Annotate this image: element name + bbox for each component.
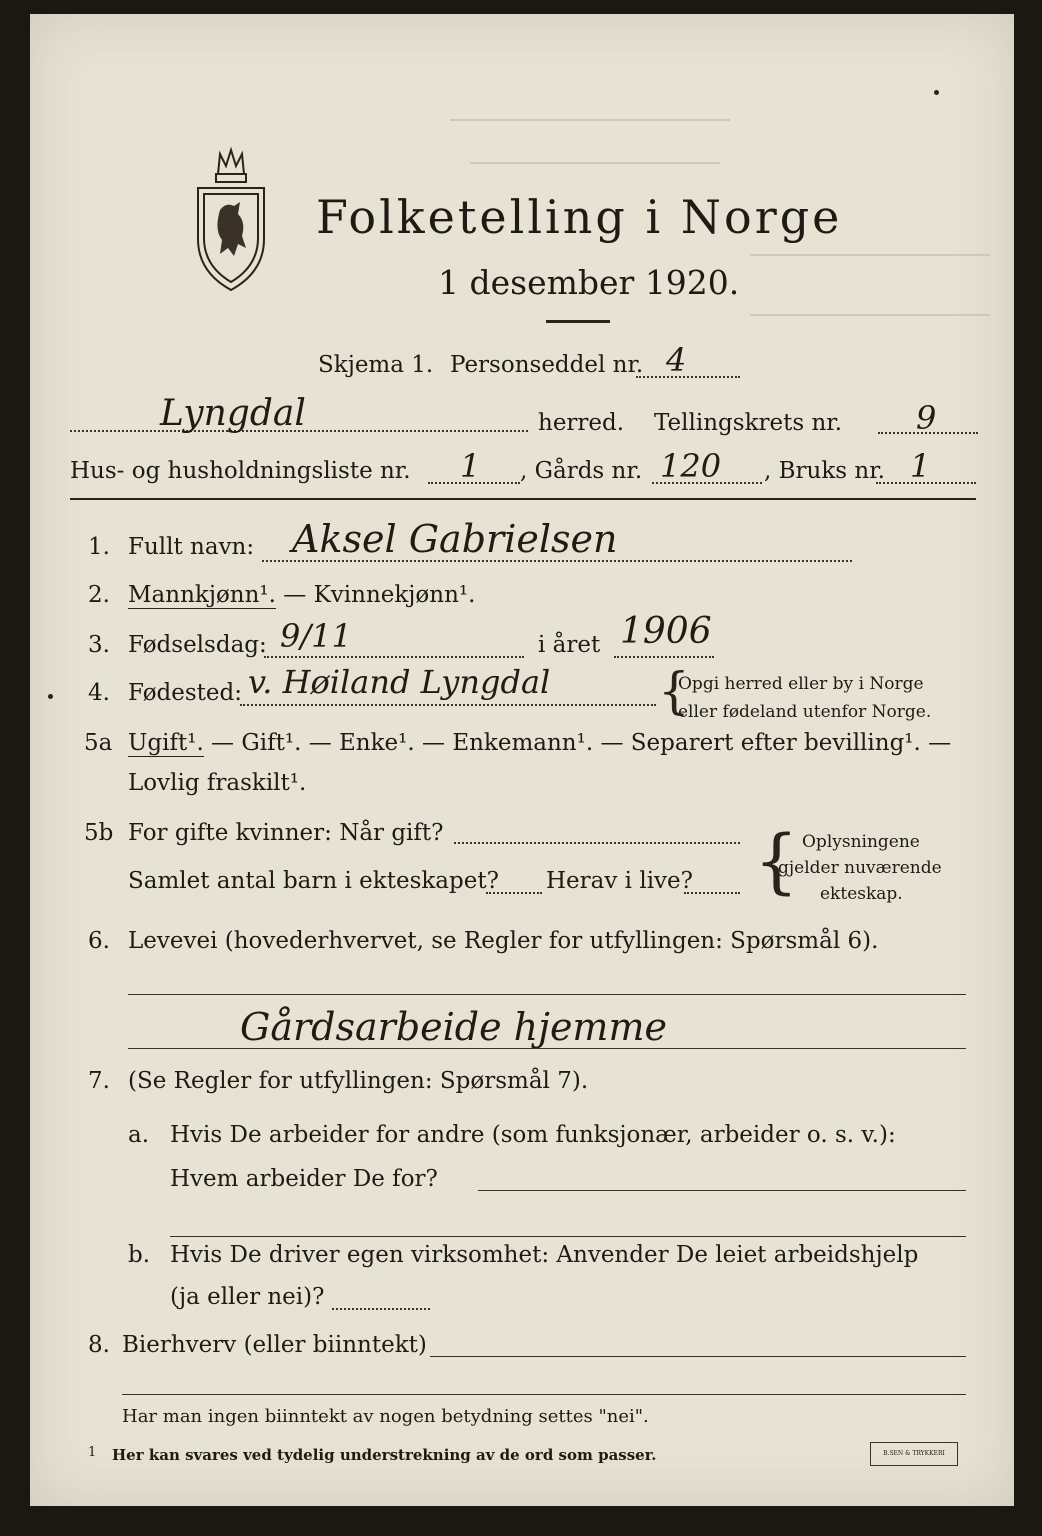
q8-answer-line1 xyxy=(430,1356,966,1357)
q4-note-line1: Opgi herred eller by i Norge xyxy=(678,674,924,694)
q3-number: 3. xyxy=(88,632,110,658)
q5b-brace: { xyxy=(754,820,799,902)
q2-sex xyxy=(128,584,475,607)
q5a-line2: Lovlig fraskilt¹. xyxy=(128,770,307,796)
q8-label: Bierhverv (eller biinntekt) xyxy=(122,1332,427,1358)
q3-year-label: i året xyxy=(538,632,601,658)
herred-value: Lyngdal xyxy=(160,393,306,434)
bruks-label: , Bruks nr. xyxy=(764,458,885,484)
personseddel-field-line xyxy=(636,376,740,378)
q7b-line1: Hvis De driver egen virksomhet: Anvender De leiet arbeidshjelp xyxy=(170,1242,919,1268)
q4-note-line2: eller fødeland utenfor Norge. xyxy=(678,702,932,722)
husliste-value: 1 xyxy=(460,447,481,485)
bleed-through-mark xyxy=(450,119,730,121)
ink-dot xyxy=(934,90,939,95)
printer-stamp: B.SEN & TRYKKERI xyxy=(870,1442,958,1466)
q7a-line1: Hvis De arbeider for andre (som funksjonær, arbeider o. s. v.): xyxy=(170,1122,896,1148)
q8-answer-line2 xyxy=(122,1394,966,1395)
bleed-through-mark xyxy=(470,162,720,164)
husliste-label: Hus- og husholdningsliste nr. xyxy=(70,458,411,484)
q2-female-option: Kvinnekjønn¹. xyxy=(313,582,476,608)
form-title: Folketelling i Norge xyxy=(316,190,843,244)
form-date: 1 desember 1920. xyxy=(438,263,740,302)
footnote-mark: 1 xyxy=(88,1445,97,1460)
q3-field-line xyxy=(264,656,524,658)
q3-birth-year: 1906 xyxy=(620,611,712,652)
q3-birthday: 9/11 xyxy=(280,617,352,655)
skjema-label: Skjema 1. xyxy=(318,352,434,378)
q5b-note-line2: gjelder nuværende xyxy=(778,858,942,878)
q5a-ugift-option-underlined: Ugift¹. xyxy=(128,730,204,756)
q5a-other-options: — Gift¹. — Enke¹. — Enkemann¹. — Separert efter bevilling¹. — xyxy=(203,730,952,756)
q7a-line2: Hvem arbeider De for? xyxy=(170,1166,438,1192)
q5b-field-line3 xyxy=(684,892,740,894)
q1-label: Fullt navn: xyxy=(128,534,255,560)
q6-occupation: Gårdsarbeide hjemme xyxy=(240,1005,667,1049)
q4-brace: { xyxy=(658,662,690,720)
q5b-label1: For gifte kvinner: Når gift? xyxy=(128,820,444,846)
q5a-marital-status xyxy=(128,732,951,755)
q6-answer-line2 xyxy=(128,1048,966,1049)
q7-label: (Se Regler for utfyllingen: Spørsmål 7). xyxy=(128,1068,589,1094)
q2-separator: — xyxy=(275,582,314,608)
personseddel-label: Personseddel nr. xyxy=(450,352,644,378)
q7-number: 7. xyxy=(88,1068,110,1094)
q5a-number: 5a xyxy=(84,730,113,756)
herred-label: herred. xyxy=(538,410,625,436)
q8-number: 8. xyxy=(88,1332,110,1358)
q7b-field-line xyxy=(332,1308,430,1310)
q3-label: Fødselsdag: xyxy=(128,632,267,658)
census-form-sheet xyxy=(30,14,1014,1506)
tellingskrets-value: 9 xyxy=(916,399,937,437)
q5b-number: 5b xyxy=(84,820,114,846)
bleed-through-mark xyxy=(750,254,990,256)
tellingskrets-label: Tellingskrets nr. xyxy=(654,410,843,436)
footnote-text: Her kan svares ved tydelig understrekning av de ord som passer. xyxy=(112,1446,657,1464)
q5b-field-line1 xyxy=(454,842,740,844)
footer-note: Har man ingen biinntekt av nogen betydning settes "nei". xyxy=(122,1406,649,1427)
q5b-note-line3: ekteskap. xyxy=(820,884,903,904)
q7a-answer-line1 xyxy=(478,1190,966,1191)
q6-answer-line1 xyxy=(128,994,966,995)
bleed-through-mark xyxy=(750,314,990,316)
q7a-answer-line2 xyxy=(170,1236,966,1237)
q4-field-line xyxy=(240,704,656,706)
q5b-note-line1: Oplysningene xyxy=(802,832,920,852)
q4-birthplace: v. Høiland Lyngdal xyxy=(248,663,551,701)
q2-male-option-underlined: Mannkjønn¹. xyxy=(128,582,276,608)
q5b-label2: Samlet antal barn i ekteskapet? xyxy=(128,868,499,894)
personseddel-number: 4 xyxy=(666,341,687,379)
gards-value: 120 xyxy=(660,447,722,485)
q6-number: 6. xyxy=(88,928,110,954)
q5b-field-line2 xyxy=(486,892,542,894)
gards-label: , Gårds nr. xyxy=(520,458,643,484)
q6-label: Levevei (hovederhvervet, se Regler for utfyllingen: Spørsmål 6). xyxy=(128,928,879,954)
q7a-letter: a. xyxy=(128,1122,150,1148)
bruks-value: 1 xyxy=(910,447,931,485)
norway-coat-of-arms-icon xyxy=(190,144,272,294)
header-divider xyxy=(70,498,976,500)
q7b-line2: (ja eller nei)? xyxy=(170,1284,325,1310)
q3-year-field-line xyxy=(614,656,714,658)
q7b-letter: b. xyxy=(128,1242,151,1268)
q4-label: Fødested: xyxy=(128,680,243,706)
q1-number: 1. xyxy=(88,534,110,560)
title-divider xyxy=(546,320,610,323)
q5b-label3: Herav i live? xyxy=(546,868,693,894)
q2-number: 2. xyxy=(88,582,110,608)
q1-full-name: Aksel Gabrielsen xyxy=(292,517,618,561)
ink-dot xyxy=(48,694,53,699)
q4-number: 4. xyxy=(88,680,110,706)
